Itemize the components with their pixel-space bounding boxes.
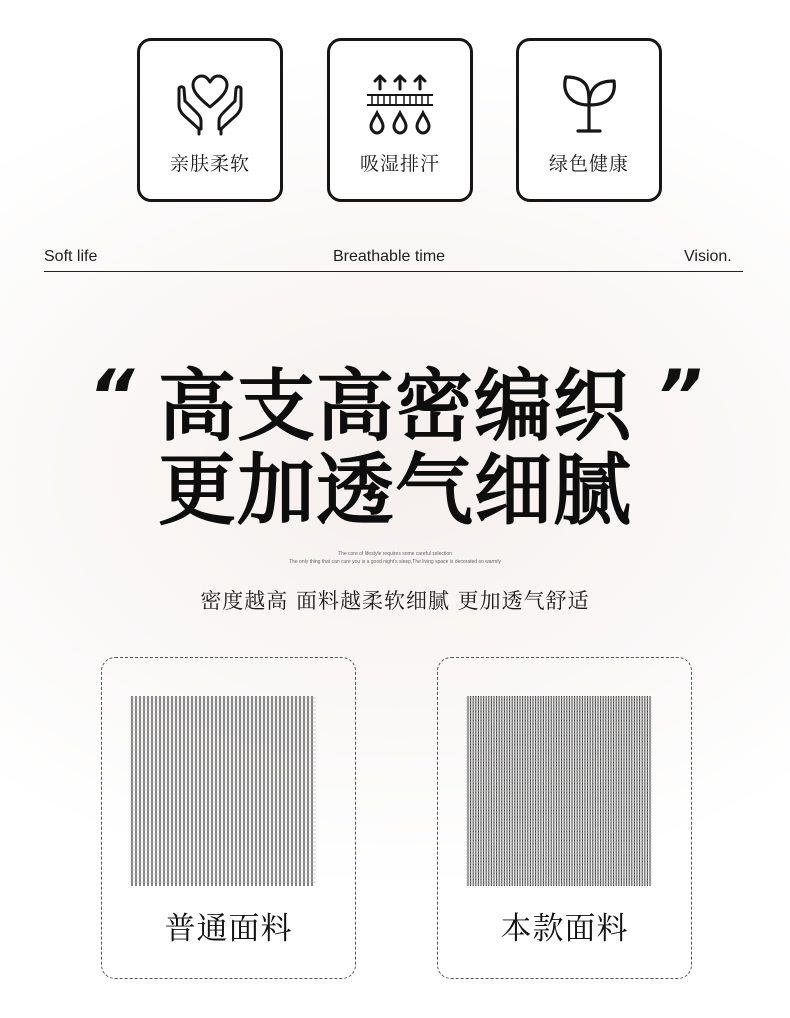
tagline-left: Soft life xyxy=(44,248,98,265)
comparison-label: 本款面料 xyxy=(500,911,629,947)
comparison-card-normal xyxy=(101,657,356,979)
open-quote: “ xyxy=(88,354,135,438)
sprout-icon xyxy=(552,71,626,137)
high-density-fabric-weave xyxy=(466,696,652,886)
tagline-right: Vision. xyxy=(684,248,732,265)
heart-hands-icon xyxy=(173,71,247,137)
feature-card-green xyxy=(516,38,662,202)
close-quote: ” xyxy=(656,354,703,438)
small-caption-2: The only thing that can cure you is a good night's sleep,The living space is decorated so warmly xyxy=(289,559,501,565)
feature-label: 亲肤柔软 xyxy=(169,153,250,175)
feature-card-soft xyxy=(137,38,283,202)
comparison-card-high xyxy=(437,657,692,979)
feature-label: 绿色健康 xyxy=(548,153,629,175)
feature-label: 吸湿排汗 xyxy=(359,153,440,175)
tagline-center: Breathable time xyxy=(333,248,446,265)
subheadline: 密度越高 面料越柔软细腻 更加透气舒适 xyxy=(200,589,590,613)
headline-line-2: 更加透气细腻 xyxy=(157,446,632,536)
small-caption-1: The core of lifestyle requires some careful selection xyxy=(338,551,452,557)
divider-line xyxy=(44,271,743,272)
moisture-wicking-icon xyxy=(363,71,437,137)
headline-line-1: 高支高密编织 xyxy=(157,362,632,452)
comparison-label: 普通面料 xyxy=(164,911,293,947)
normal-fabric-weave xyxy=(130,696,316,886)
feature-card-moisture xyxy=(327,38,473,202)
